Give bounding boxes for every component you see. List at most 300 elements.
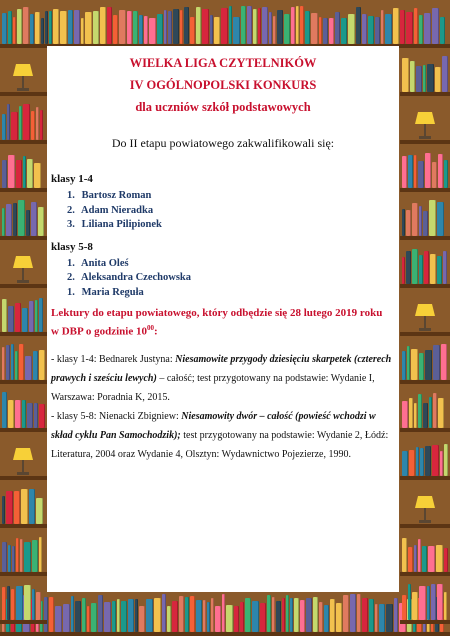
book bbox=[179, 596, 184, 632]
book bbox=[154, 598, 161, 632]
book bbox=[184, 7, 189, 44]
book bbox=[385, 14, 392, 44]
book bbox=[269, 12, 272, 44]
book bbox=[408, 155, 413, 188]
book bbox=[2, 114, 6, 140]
book bbox=[173, 9, 179, 44]
book bbox=[294, 598, 299, 632]
book bbox=[117, 599, 120, 632]
shelf-plank bbox=[0, 572, 47, 576]
header-line-1: WIELKA LIGA CZYTELNIKÓW bbox=[129, 56, 317, 70]
book bbox=[196, 7, 201, 44]
book bbox=[22, 400, 26, 428]
lamp-icon bbox=[12, 446, 34, 476]
book bbox=[2, 347, 5, 380]
book bbox=[412, 592, 418, 620]
book bbox=[17, 9, 22, 44]
book bbox=[394, 598, 398, 632]
book bbox=[369, 599, 374, 632]
book bbox=[437, 256, 442, 284]
book bbox=[438, 398, 444, 428]
book bbox=[362, 14, 367, 44]
shelf-plank bbox=[0, 236, 47, 240]
content-panel bbox=[47, 46, 399, 592]
book bbox=[164, 10, 167, 44]
book bbox=[379, 604, 385, 632]
book bbox=[430, 254, 436, 284]
book bbox=[24, 542, 31, 572]
book bbox=[418, 394, 422, 428]
book bbox=[245, 598, 251, 632]
book bbox=[356, 7, 361, 44]
lektury-line-2: w DBP o godzinie $10^{00}$: bbox=[51, 324, 158, 338]
book bbox=[402, 58, 409, 92]
book bbox=[282, 598, 285, 632]
book bbox=[20, 539, 23, 572]
book bbox=[75, 601, 81, 632]
book bbox=[432, 8, 439, 44]
book bbox=[71, 596, 74, 632]
book bbox=[400, 10, 405, 44]
book bbox=[300, 600, 305, 632]
book bbox=[100, 7, 106, 44]
book bbox=[2, 587, 6, 620]
lektury-heading bbox=[51, 306, 395, 340]
book bbox=[267, 595, 271, 632]
book bbox=[49, 11, 52, 44]
student-list bbox=[47, 189, 399, 233]
book bbox=[215, 606, 221, 632]
book bbox=[202, 9, 209, 44]
shelf-plank bbox=[400, 476, 450, 480]
book bbox=[425, 153, 431, 188]
book bbox=[402, 538, 407, 572]
book bbox=[8, 11, 12, 44]
group-label: klasy 1-4 bbox=[51, 173, 93, 185]
book bbox=[330, 599, 335, 632]
book bbox=[82, 598, 86, 632]
book bbox=[402, 451, 408, 476]
book bbox=[2, 496, 5, 524]
book bbox=[419, 206, 422, 236]
book bbox=[214, 17, 220, 44]
book bbox=[40, 110, 43, 140]
qualified-text: Do II etapu powiatowego zakwalifikowali się: bbox=[111, 136, 335, 150]
book bbox=[23, 104, 30, 140]
book bbox=[419, 15, 423, 44]
book bbox=[443, 251, 447, 284]
book bbox=[437, 202, 444, 236]
book bbox=[419, 255, 423, 284]
book bbox=[35, 12, 40, 44]
book bbox=[107, 7, 112, 44]
book bbox=[16, 538, 19, 572]
list-item: 2. Adam Nieradka bbox=[67, 204, 154, 216]
book bbox=[139, 606, 145, 632]
book bbox=[39, 350, 45, 380]
book bbox=[433, 393, 437, 428]
book bbox=[74, 10, 80, 44]
book bbox=[409, 450, 415, 476]
book bbox=[53, 9, 59, 44]
book bbox=[39, 404, 45, 428]
book bbox=[44, 597, 48, 632]
book bbox=[336, 603, 342, 632]
book bbox=[436, 545, 443, 572]
book bbox=[408, 584, 411, 620]
book bbox=[432, 162, 437, 188]
book bbox=[2, 392, 7, 428]
book bbox=[167, 606, 171, 632]
book bbox=[319, 602, 323, 632]
book bbox=[414, 8, 418, 44]
book bbox=[412, 203, 418, 236]
book bbox=[55, 606, 62, 632]
book bbox=[34, 403, 38, 428]
book bbox=[128, 599, 134, 632]
book bbox=[135, 599, 138, 632]
list-item: 3. Liliana Pilipionek bbox=[67, 219, 162, 230]
book bbox=[420, 448, 424, 476]
group-2 bbox=[47, 241, 399, 301]
book bbox=[418, 539, 421, 572]
book bbox=[276, 601, 281, 632]
book bbox=[27, 159, 33, 188]
book bbox=[172, 601, 178, 632]
book bbox=[190, 17, 195, 44]
lektury-line-1: Lektury do etapu powiatowego, który odbędzie się 28 lutego 2019 roku bbox=[51, 307, 383, 319]
book bbox=[30, 14, 34, 44]
book bbox=[8, 306, 14, 332]
book bbox=[419, 353, 424, 380]
shelf-plank bbox=[400, 92, 450, 96]
book bbox=[2, 208, 5, 236]
book bbox=[38, 207, 44, 236]
book bbox=[60, 11, 67, 44]
book bbox=[286, 595, 289, 632]
shelf-plank bbox=[0, 632, 450, 636]
book bbox=[305, 11, 310, 44]
book bbox=[240, 602, 244, 632]
book bbox=[422, 546, 427, 572]
book bbox=[290, 598, 293, 632]
book bbox=[21, 489, 28, 524]
book bbox=[39, 537, 42, 572]
book bbox=[423, 403, 428, 428]
book bbox=[63, 604, 70, 632]
shelf-plank bbox=[400, 236, 450, 240]
lamp-icon bbox=[414, 302, 436, 332]
book bbox=[386, 604, 393, 632]
shelf-plank bbox=[400, 428, 450, 432]
book bbox=[233, 17, 240, 44]
shelf-plank bbox=[0, 332, 47, 336]
book bbox=[416, 447, 419, 476]
list-item: 2. Aleksandra Czechowska bbox=[67, 272, 192, 283]
book bbox=[329, 18, 334, 44]
book bbox=[32, 540, 38, 572]
book bbox=[45, 11, 48, 44]
book bbox=[433, 345, 440, 380]
book bbox=[26, 210, 30, 236]
book bbox=[49, 597, 54, 632]
shelf-plank bbox=[0, 476, 47, 480]
book bbox=[428, 546, 435, 572]
book bbox=[81, 18, 84, 44]
shelf-plank bbox=[0, 284, 47, 288]
book bbox=[444, 548, 448, 572]
book bbox=[2, 542, 7, 572]
book bbox=[247, 6, 252, 44]
book bbox=[324, 605, 329, 632]
book bbox=[414, 545, 417, 572]
reading-1: - klasy 1-4: Bednarek Justyna: Niesamowite przygody dziesięciu skarpetek (czterech prawych i sześciu lewych) – całość; test przygotowany na podstawie: Wydanie I, Warszawa: Poradnia K, 2015. bbox=[51, 353, 392, 403]
shelf-plank bbox=[400, 524, 450, 528]
book bbox=[98, 595, 103, 632]
book bbox=[429, 200, 436, 236]
book bbox=[419, 586, 426, 620]
reading-2: - klasy 5-8: Nienacki Zbigniew: Niesamowity dwór – całość (powieść wchodzi w skład cyklu Pan Samochodzik); test przygotowany na podstawie: Wydanie 2, Łódź: Literatura, 2004 oraz Wydanie 4, Olsztyn: Wydawnictwo Pojezierze, 1990. bbox=[51, 410, 389, 460]
book bbox=[93, 11, 99, 44]
book bbox=[119, 10, 126, 44]
book bbox=[424, 13, 431, 44]
book bbox=[441, 344, 447, 380]
book bbox=[36, 592, 41, 620]
book bbox=[31, 111, 35, 140]
book bbox=[306, 598, 312, 632]
book bbox=[414, 155, 417, 188]
book bbox=[16, 160, 22, 188]
book bbox=[226, 605, 233, 632]
book bbox=[229, 6, 232, 44]
book bbox=[36, 107, 39, 140]
book bbox=[440, 17, 445, 44]
book bbox=[300, 6, 304, 44]
book bbox=[211, 598, 214, 632]
book bbox=[444, 160, 448, 188]
book bbox=[241, 6, 246, 44]
book bbox=[291, 7, 295, 44]
book bbox=[258, 8, 261, 44]
book bbox=[423, 65, 426, 92]
shelf-plank bbox=[0, 188, 47, 192]
book bbox=[27, 403, 33, 428]
shelf-plank bbox=[0, 620, 47, 624]
shelf-plank bbox=[400, 188, 450, 192]
list-item: 1. Anita Oleś bbox=[67, 257, 129, 269]
book bbox=[34, 163, 41, 188]
book bbox=[437, 584, 443, 620]
book bbox=[435, 67, 441, 92]
book bbox=[68, 10, 73, 44]
book bbox=[284, 14, 290, 44]
book bbox=[18, 200, 25, 236]
shelf-plank bbox=[0, 428, 47, 432]
book bbox=[6, 491, 13, 524]
book bbox=[414, 403, 417, 428]
book bbox=[19, 106, 22, 140]
lamp-icon bbox=[12, 62, 34, 92]
book bbox=[221, 8, 228, 44]
book bbox=[277, 10, 283, 44]
book bbox=[418, 161, 424, 188]
book bbox=[432, 445, 439, 476]
book bbox=[260, 603, 266, 632]
shelf-plank bbox=[400, 572, 450, 576]
book bbox=[313, 597, 318, 632]
book bbox=[410, 61, 415, 92]
book bbox=[104, 602, 111, 632]
book bbox=[19, 344, 24, 380]
shelf-plank bbox=[400, 140, 450, 144]
book bbox=[406, 210, 411, 236]
book bbox=[207, 602, 210, 632]
shelf-plank bbox=[0, 92, 47, 96]
book bbox=[407, 346, 410, 380]
shelf-plank bbox=[0, 140, 47, 144]
book bbox=[222, 594, 225, 632]
book bbox=[381, 10, 384, 44]
book bbox=[23, 7, 29, 44]
shelf-plank bbox=[400, 620, 450, 624]
book bbox=[6, 204, 12, 236]
book bbox=[427, 64, 434, 92]
book bbox=[323, 18, 328, 44]
book bbox=[431, 584, 436, 620]
book bbox=[113, 15, 118, 44]
book bbox=[343, 595, 349, 632]
book bbox=[91, 603, 97, 632]
book bbox=[146, 599, 153, 632]
book bbox=[25, 356, 32, 380]
book bbox=[341, 18, 347, 44]
header-line-3: dla uczniów szkół podstawowych bbox=[135, 100, 311, 114]
list-item: 1. Maria Reguła bbox=[67, 286, 144, 298]
book bbox=[23, 156, 26, 188]
book bbox=[6, 345, 10, 380]
book bbox=[15, 400, 21, 428]
book bbox=[402, 156, 407, 188]
lamp-icon bbox=[414, 110, 436, 140]
book bbox=[444, 444, 448, 476]
book bbox=[22, 308, 28, 332]
book bbox=[375, 604, 378, 632]
book bbox=[444, 592, 447, 620]
book bbox=[272, 597, 275, 632]
book bbox=[427, 586, 430, 620]
book bbox=[11, 112, 18, 140]
shelf-plank bbox=[400, 332, 450, 336]
book bbox=[85, 12, 92, 44]
book bbox=[402, 209, 405, 236]
student-list bbox=[47, 257, 399, 301]
book bbox=[39, 298, 43, 332]
book bbox=[16, 586, 23, 620]
book bbox=[36, 498, 43, 524]
book bbox=[402, 401, 408, 428]
book bbox=[350, 594, 356, 632]
book bbox=[2, 299, 7, 332]
book bbox=[411, 349, 418, 380]
book bbox=[41, 18, 44, 44]
book bbox=[15, 351, 18, 380]
book bbox=[127, 11, 132, 44]
book bbox=[402, 351, 406, 380]
book bbox=[348, 14, 355, 44]
book bbox=[406, 251, 411, 284]
book bbox=[24, 585, 31, 620]
book bbox=[168, 11, 172, 44]
book bbox=[425, 350, 432, 380]
book bbox=[2, 13, 7, 44]
book bbox=[7, 586, 10, 620]
shelf-plank bbox=[0, 380, 47, 384]
book bbox=[440, 451, 443, 476]
book bbox=[13, 17, 16, 44]
book bbox=[423, 211, 428, 236]
book bbox=[185, 597, 189, 632]
book bbox=[210, 15, 213, 44]
book bbox=[408, 547, 413, 572]
book bbox=[311, 13, 318, 44]
shelf-plank bbox=[400, 284, 450, 288]
book bbox=[157, 14, 163, 44]
book bbox=[253, 9, 257, 44]
header-title bbox=[47, 52, 399, 118]
book bbox=[12, 546, 15, 572]
lamp-icon bbox=[414, 494, 436, 524]
book bbox=[262, 7, 268, 44]
book bbox=[429, 397, 432, 428]
book bbox=[196, 600, 202, 632]
book bbox=[319, 17, 322, 44]
book bbox=[406, 12, 413, 44]
book bbox=[425, 446, 431, 476]
group-label: klasy 5-8 bbox=[51, 240, 93, 253]
book bbox=[368, 16, 374, 44]
book bbox=[357, 594, 361, 632]
book bbox=[402, 595, 407, 620]
book bbox=[33, 351, 38, 380]
book bbox=[32, 589, 35, 620]
book bbox=[442, 56, 448, 92]
book bbox=[402, 257, 405, 284]
book bbox=[7, 104, 10, 140]
book bbox=[362, 598, 368, 632]
book bbox=[8, 545, 11, 572]
book bbox=[416, 66, 422, 92]
book bbox=[180, 10, 183, 44]
book bbox=[424, 251, 429, 284]
book bbox=[139, 15, 143, 44]
book bbox=[112, 601, 116, 632]
header-line-2: IV OGÓLNOPOLSKI KONKURS bbox=[129, 78, 317, 92]
book bbox=[438, 154, 443, 188]
list-item: 1. Bartosz Roman bbox=[67, 190, 152, 201]
book bbox=[412, 249, 418, 284]
shelf-plank bbox=[0, 524, 47, 528]
book bbox=[35, 300, 38, 332]
book bbox=[121, 601, 127, 632]
book bbox=[162, 594, 166, 632]
book bbox=[8, 155, 15, 188]
book bbox=[190, 596, 195, 632]
shelf-plank bbox=[400, 380, 450, 384]
book bbox=[144, 16, 148, 44]
book bbox=[234, 606, 239, 632]
book bbox=[29, 489, 35, 524]
book bbox=[31, 202, 37, 236]
